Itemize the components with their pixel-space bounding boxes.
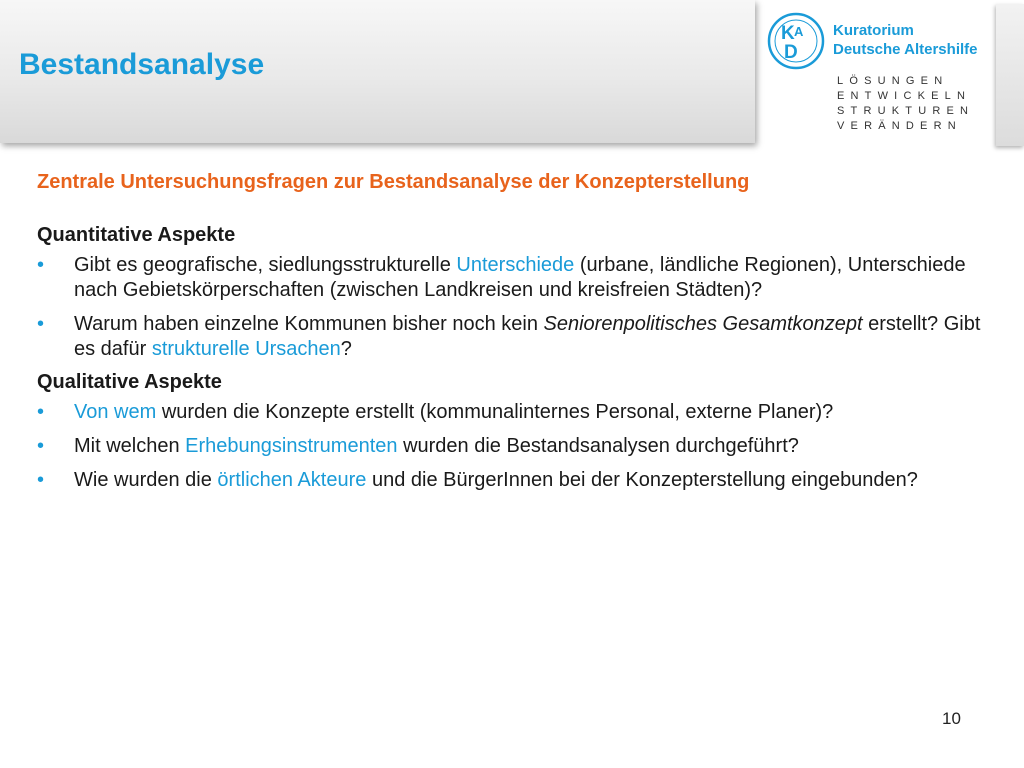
highlighted-text: örtlichen Akteure <box>217 469 367 491</box>
text-run: Warum haben einzelne Kommunen bisher noch kein <box>74 313 544 335</box>
highlighted-text: Von wem <box>74 401 157 423</box>
bullet-item <box>37 253 997 303</box>
bullet-item <box>37 434 997 459</box>
logo-line-1: Kuratorium <box>833 22 914 39</box>
bullet-dot-icon: • <box>37 469 45 491</box>
logo-text <box>833 21 978 59</box>
tagline-line: LÖSUNGEN <box>837 75 949 87</box>
text-run: erstellt? Gibt es dafür <box>74 313 981 360</box>
slide-title: Bestandsanalyse <box>19 48 265 81</box>
bullet-list <box>37 253 997 362</box>
italic-text: Seniorenpolitisches Gesamtkonzept <box>543 313 863 335</box>
text-run: Wie wurden die <box>74 469 218 491</box>
bullet-item <box>37 468 997 493</box>
text-run: Mit welchen <box>74 435 186 457</box>
logo-tagline <box>837 74 974 134</box>
highlighted-text: strukturelle Ursachen <box>151 338 341 360</box>
tagline-line: VERÄNDERN <box>837 120 962 132</box>
bullet-dot-icon: • <box>37 401 45 423</box>
bullet-dot-icon: • <box>37 435 45 457</box>
text-run: wurden die Konzepte erstellt (kommunalinternes Personal, externe Planer)? <box>156 401 834 423</box>
tagline-line: STRUKTUREN <box>837 105 975 117</box>
text-run: Gibt es geografische, siedlungsstrukturelle <box>74 254 457 276</box>
text-run: wurden die Bestandsanalysen durchgeführt? <box>397 435 799 457</box>
title-bar <box>0 0 755 143</box>
section-heading: Quantitative Aspekte <box>37 224 236 246</box>
text-run: und die BürgerInnen bei der Konzepterstellung eingebunden? <box>366 469 918 491</box>
text-run: (urbane, ländliche Regionen), Unterschiede nach Gebietskörperschaften (zwischen Landkreisen und kreisfreien Städten)? <box>74 254 966 301</box>
svg-text:A: A <box>794 24 804 39</box>
text-run: ? <box>340 338 352 360</box>
bullet-list <box>37 400 997 493</box>
bullet-item <box>37 400 997 425</box>
tagline-line: ENTWICKELN <box>837 90 972 102</box>
page-number: 10 <box>942 709 961 728</box>
logo-line-2: Deutsche Altershilfe <box>833 41 978 58</box>
sections-container <box>37 224 997 493</box>
decorative-strip <box>996 4 1024 146</box>
svg-text:D: D <box>784 42 798 63</box>
slide-content <box>37 171 997 502</box>
section-heading: Qualitative Aspekte <box>37 371 222 393</box>
slide-subtitle: Zentrale Untersuchungsfragen zur Bestandsanalyse der Konzepterstellung <box>37 171 750 193</box>
bullet-dot-icon: • <box>37 254 45 276</box>
bullet-item <box>37 312 997 362</box>
highlighted-text: Erhebungsinstrumenten <box>185 435 398 457</box>
highlighted-text: Unterschiede <box>456 254 575 276</box>
bullet-dot-icon: • <box>37 313 45 335</box>
svg-text:K: K <box>781 23 795 44</box>
